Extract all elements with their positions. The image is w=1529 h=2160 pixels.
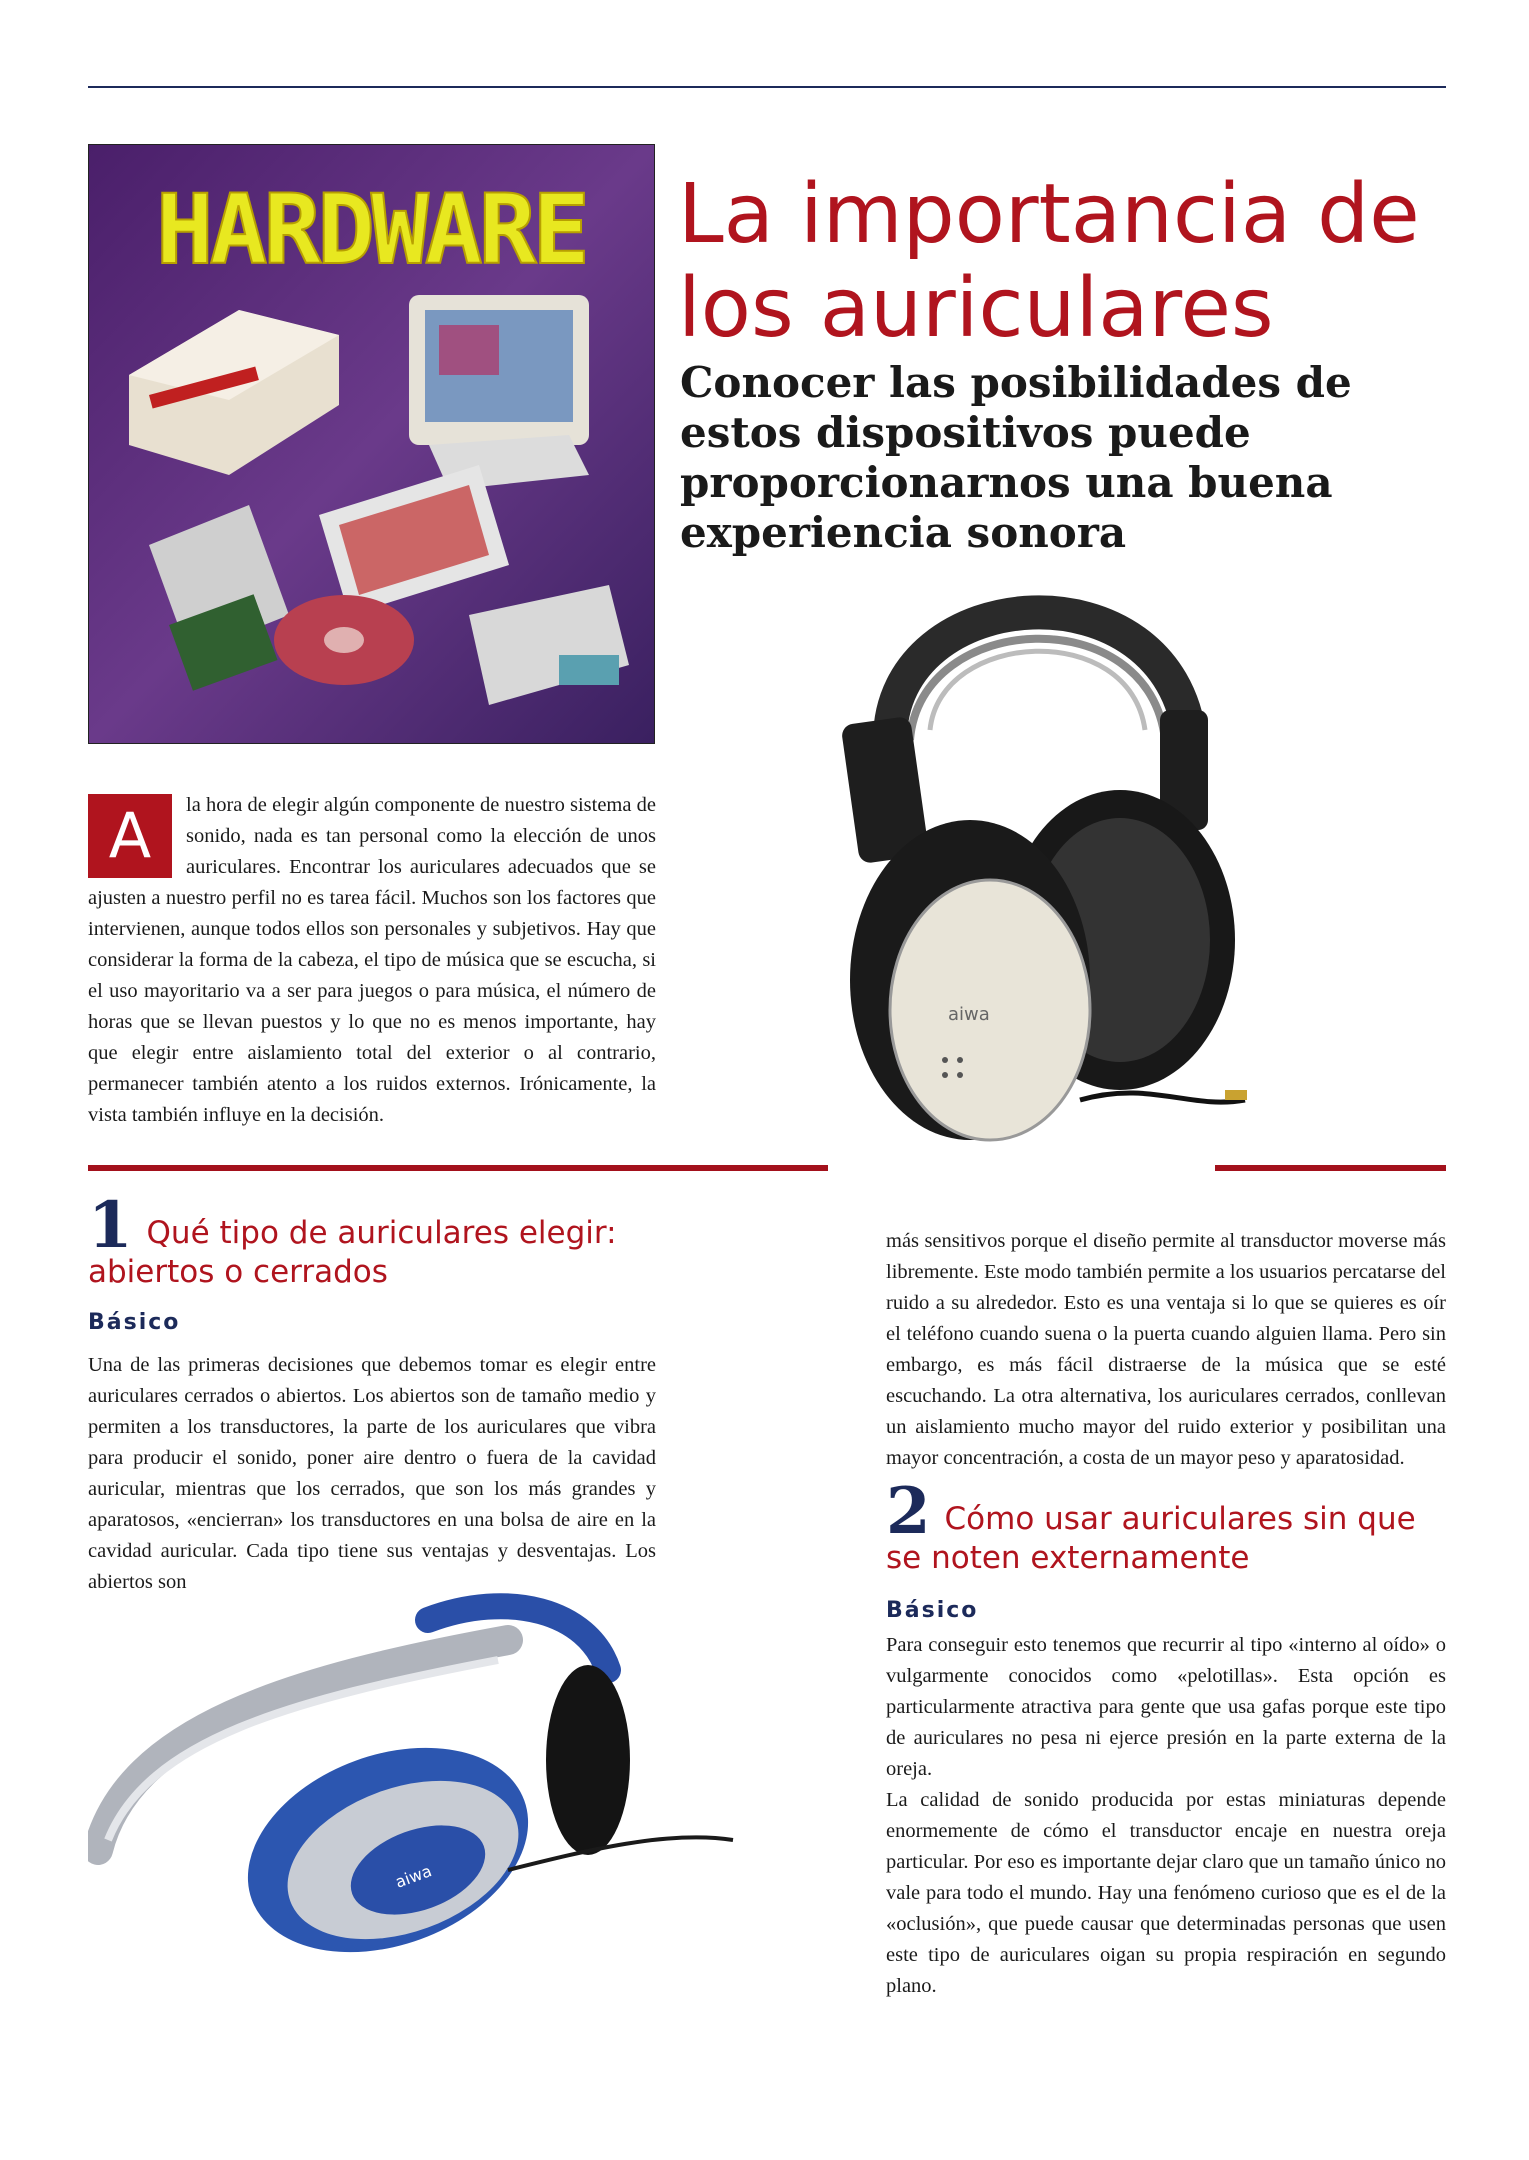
- section-2-level: Básico: [886, 1598, 979, 1623]
- section-2-text-b: La calidad de sonido producida por estas miniaturas depende enormemente de cómo el transductor encaje en nuestra oreja particular. Por eso es importante dejar claro que un tamaño único no vale para todo el mundo. Hay una fenómeno curioso que es el de la «oclusión», que puede causar que determinadas personas que usen este tipo de auriculares oigan su propia respiración en segundo plano.: [886, 1789, 1446, 1997]
- page-subtitle: Conocer las posibilidades de estos dispositivos puede proporcionarnos una buena experiencia sonora: [680, 358, 1352, 557]
- section-1-number: 1: [88, 1188, 133, 1263]
- open-headphones-image: [88, 1580, 738, 1980]
- section-2-heading: [886, 1474, 1446, 1576]
- section-2-text-a: Para conseguir esto tenemos que recurrir al tipo «interno al oído» o vulgarmente conocidos como «pelotillas». Esta opción es particularmente atractiva para gente que usa gafas porque este tipo de auriculares no pesa ni ejerce presión en la parte externa de la oreja.: [886, 1634, 1446, 1780]
- section-divider-right: [1215, 1165, 1446, 1171]
- hardware-collage-illustration: [89, 145, 654, 743]
- hero-image: [88, 144, 655, 744]
- section-1-heading: [88, 1188, 708, 1290]
- open-headphones-illustration: [88, 1580, 738, 1980]
- section-2-title: Cómo usar auriculares sin que se noten externamente: [886, 1501, 1416, 1576]
- section-2-number: 2: [886, 1474, 931, 1549]
- intro-text: la hora de elegir algún componente de nuestro sistema de sonido, nada es tan personal como la elección de unos auriculares. Encontrar los auriculares adecuados que se ajusten a nuestro perfil no es tarea fácil. Muchos son los factores que intervienen, aunque todos ellos son personales y subjetivos. Hay que considerar la forma de la cabeza, el tipo de música que se escucha, si el uso mayoritario va a ser para juegos o para música, el número de horas que se llevan puestos y lo que no es menos importante, hay que elegir entre aislamiento total del exterior o al contrario, permanecer también atento a los ruidos externos. Irónicamente, la vista también influye en la decisión.: [88, 794, 656, 1126]
- top-rule: [88, 86, 1446, 88]
- section-2-text: [886, 1630, 1446, 2002]
- closed-headphones-image: [830, 540, 1250, 1180]
- closed-headphones-illustration: [830, 540, 1250, 1180]
- page-title: La importancia de los auriculares: [678, 167, 1420, 356]
- hero-logo-text: HARDWARE: [155, 174, 587, 286]
- section-divider-left: [88, 1165, 828, 1171]
- drop-cap: A: [88, 794, 172, 878]
- section-1-text-b: más sensitivos porque el diseño permite al transductor moverse más libremente. Este modo también permite a los usuarios percatarse del ruido a su alrededor. Esto es una ventaja si lo que se quieres es oír el teléfono cuando suena o la puerta cuando alguien llama. Pero sin embargo, es más fácil distraerse de la música que se esté escuchando. La otra alternativa, los auriculares cerrados, conllevan un aislamiento mucho mayor del ruido exterior y posibilitan una mayor concentración, a costa de un mayor peso y aparatosidad.: [886, 1230, 1446, 1469]
- svg-text:aiwa: aiwa: [392, 1861, 435, 1892]
- svg-text:aiwa: aiwa: [948, 1004, 990, 1025]
- section-1-text-a: Una de las primeras decisiones que debemos tomar es elegir entre auriculares cerrados o abiertos. Los abiertos son de tamaño medio y permiten a los transductores, la parte de los auriculares que vibra para producir el sonido, poner aire dentro o fuera de la cavidad auricular, mientras que los cerrados, que son los más grandes y aparatosos, «encierran» los transductores en una bolsa de aire en la cavidad auricular. Cada tipo tiene sus ventajas y desventajas. Los abiertos son: [88, 1354, 656, 1593]
- intro-paragraph: [88, 790, 656, 1131]
- section-1-title: Qué tipo de auriculares elegir: abiertos o cerrados: [88, 1215, 617, 1290]
- section-1-level: Básico: [88, 1310, 181, 1335]
